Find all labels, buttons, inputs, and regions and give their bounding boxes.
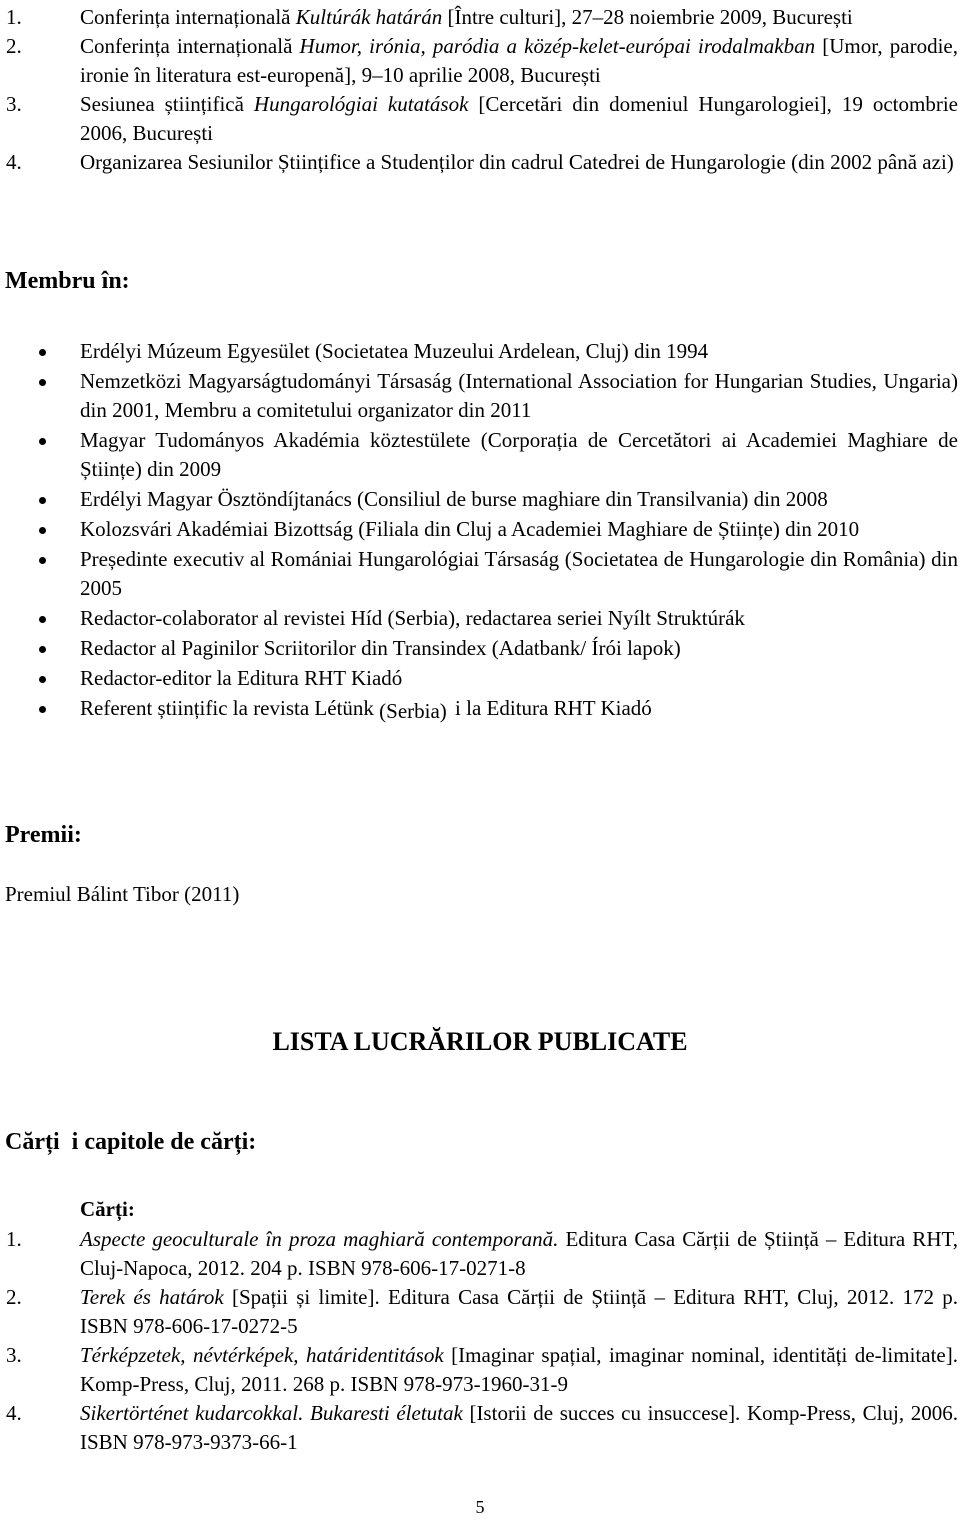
books-heading: Cărți i capitole de cărți: [5,1129,257,1155]
list-item: Kolozsvári Akadémiai Bizottság (Filiala din Cluj a Academiei Maghiare de Științe) din 2010 [0,515,960,544]
list-item: Nemzetközi Magyarságtudományi Társaság (International Association for Hungarian Studies, Ungaria) din 2001, Membru a comitetului organizator din 2011 [0,367,960,425]
conference-item [0,32,960,90]
book-item [0,1341,960,1399]
list-item: Magyar Tudományos Akadémia köztestülete (Corporația de Cercetători ai Academiei Maghiare de Științe) din 2009 [0,426,960,484]
item-text: Sikertörténet kudarcokkal. Bukaresti életutak [Istorii de succes cu insuccese]. Komp-Press, Cluj, 2006. ISBN 978-973-9373-66-1 [80,1401,958,1454]
membership-list [0,337,960,724]
list-item: Referent științific la revista Létünk (Serbia) i la Editura RHT Kiadó [0,694,960,723]
item-number: 1. [6,1227,22,1251]
item-text: Sesiunea științifică Hungarológiai kutatások [Cercetări din domeniul Hungarologiei], 19 octombrie 2006, București [80,92,958,145]
bullet-icon [0,485,80,514]
item-number: 3. [6,92,22,116]
bullet-icon [0,664,80,693]
item-number: 2. [6,1285,22,1309]
list-item: Redactor-colaborator al revistei Híd (Serbia), redactarea seriei Nyílt Struktúrák [0,604,960,633]
list-item: Președinte executiv al Romániai Hungarológiai Társaság (Societatea de Hungarologie din România) din 2005 [0,545,960,603]
item-text: Aspecte geoculturale în proza maghiară contemporană. Editura Casa Cărții de Știință – Editura RHT, Cluj-Napoca, 2012. 204 p. ISBN 978-606-17-0271-8 [80,1227,958,1280]
conference-item [0,90,960,148]
bullet-icon [0,426,80,484]
list-item: Redactor-editor la Editura RHT Kiadó [0,664,960,693]
item-number: 2. [6,34,22,58]
books-subheading: Cărți: [80,1197,135,1221]
bullet-icon [0,694,80,723]
bullet-icon [0,634,80,663]
item-text: Conferința internațională Humor, irónia, paródia a közép-kelet-európai irodalmakban [Umor, parodie, ironie în literatura est-europenă], 9–10 aprilie 2008, București [80,34,958,87]
list-item: Erdélyi Magyar Ösztöndíjtanács (Consiliul de burse maghiare din Transilvania) din 2008 [0,485,960,514]
item-number: 3. [6,1343,22,1367]
book-item [0,1283,960,1341]
member-heading: Membru în: [5,268,130,294]
bullet-icon [0,515,80,544]
item-text: Terek és határok [Spații și limite]. Editura Casa Cărții de Știință – Editura RHT, Cluj, 2012. 172 p. ISBN 978-606-17-0272-5 [80,1285,958,1338]
list-item: Redactor al Paginilor Scriitorilor din Transindex (Adatbank/ Írói lapok) [0,634,960,663]
item-text: Conferința internațională Kultúrák határán [Între culturi], 27–28 noiembrie 2009, București [80,5,853,29]
item-number: 4. [6,1401,22,1425]
item-text: Térképzetek, névtérképek, határidentitások [Imaginar spațial, imaginar nominal, identități de-limitate]. Komp-Press, Cluj, 2011. 268 p. ISBN 978-973-1960-31-9 [80,1343,958,1396]
conference-item [0,3,960,32]
bullet-icon [0,367,80,425]
bullet-icon [0,545,80,603]
awards-heading: Premii: [5,822,82,848]
conferences-list [0,3,960,177]
conference-item [0,148,960,177]
book-item [0,1399,960,1457]
bullet-icon [0,337,80,366]
bullet-icon [0,604,80,633]
book-item [0,1225,960,1283]
page-number: 5 [475,1497,485,1517]
list-item: Erdélyi Múzeum Egyesület (Societatea Muzeului Ardelean, Cluj) din 1994 [0,337,960,366]
books-list [0,1225,960,1457]
item-text: Organizarea Sesiunilor Științifice a Studenților din cadrul Catedrei de Hungarologie (din 2002 până azi) [80,150,954,174]
publications-title: LISTA LUCRĂRILOR PUBLICATE [272,1027,688,1056]
award-text: Premiul Bálint Tibor (2011) [5,882,240,906]
item-number: 4. [6,150,22,174]
item-number: 1. [6,5,22,29]
